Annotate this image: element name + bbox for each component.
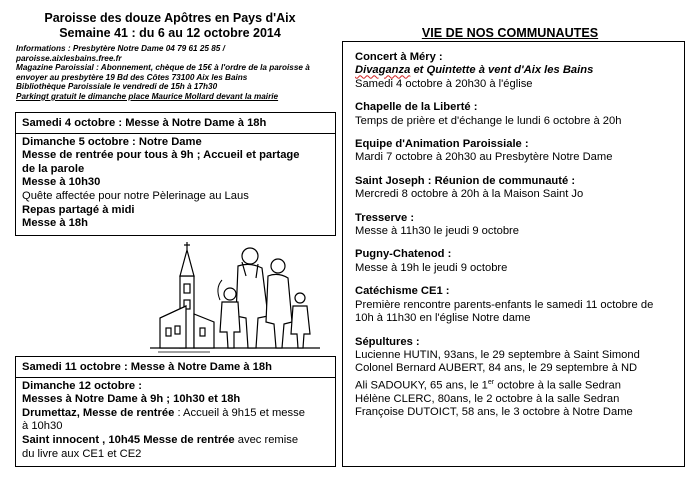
sunday-heading: Dimanche 12 octobre : — [22, 379, 142, 392]
drumettaz-detail-cont: à 10h30 — [22, 420, 63, 433]
equipe-text: Mardi 7 octobre à 20h30 au Presbytère Notre Dame — [355, 151, 613, 164]
shared-meal: Repas partagé à midi — [22, 203, 135, 216]
church-family-illustration — [150, 236, 320, 356]
rentree-mass-cont: de la parole — [22, 162, 85, 175]
burial-entry: Ali SADOUKY, 65 ans, le 1er octobre à la salle Sedran — [355, 378, 621, 392]
communities-heading: VIE DE NOS COMMUNAUTES — [421, 26, 599, 40]
pugny-text: Messe à 19h le jeudi 9 octobre — [355, 261, 508, 274]
week2-box — [15, 356, 336, 467]
info-line: Magazine Paroissial : Abonnement, chèque de 15€ à l'ordre de la paroisse à — [16, 63, 310, 73]
saint-innocent-detail: avec remise — [234, 433, 299, 446]
sepultures-title: Sépultures : — [355, 335, 420, 348]
saint-innocent-detail-cont: du livre aux CE1 et CE2 — [22, 447, 142, 460]
burial-entry: Colonel Bernard AUBERT, 84 ans, le 29 septembre à ND — [355, 362, 638, 375]
chapelle-title: Chapelle de la Liberté : — [355, 101, 478, 114]
drumettaz-detail: : Accueil à 9h15 et messe — [174, 406, 305, 419]
collection-note: Quête affectée pour notre Pèlerinage au Laus — [22, 189, 249, 202]
info-line: Parkingt gratuit le dimanche place Maurice Mollard devant la mairie — [16, 91, 279, 101]
mass-18: Messe à 18h — [22, 217, 88, 230]
info-block — [16, 44, 310, 102]
mass-1030: Messe à 10h30 — [22, 176, 101, 189]
tresserve-title: Tresserve : — [355, 211, 415, 224]
saturday-mass: Samedi 11 octobre : Messe à Notre Dame à 18h — [22, 361, 272, 373]
info-line: paroisse.aixlesbains.free.fr — [16, 53, 122, 63]
sunday-heading: Dimanche 5 octobre : Notre Dame — [22, 135, 202, 148]
catechisme-text: Première rencontre parents-enfants le samedi 11 octobre de — [355, 298, 654, 311]
catechisme-text-cont: 10h à 11h30 en l'église Notre dame — [355, 312, 531, 325]
drumettaz-heading: Drumettaz, Messe de rentrée — [22, 406, 175, 419]
saint-joseph-title: Saint Joseph : Réunion de communauté : — [355, 174, 576, 187]
communities-box — [342, 41, 685, 467]
parish-title — [20, 11, 320, 41]
sunday-masses: Messes à Notre Dame à 9h ; 10h30 et 18h — [22, 393, 241, 406]
concert-name: Divaganza — [355, 64, 411, 77]
catechisme-title: Catéchisme CE1 : — [355, 285, 450, 298]
saint-innocent-heading: Saint innocent , 10h45 Messe de rentrée — [22, 433, 235, 446]
week-line: Semaine 41 : du 6 au 12 octobre 2014 — [59, 26, 281, 40]
saturday-mass: Samedi 4 octobre : Messe à Notre Dame à 18h — [22, 117, 267, 129]
concert-title: Concert à Méry : — [355, 51, 443, 63]
tresserve-text: Messe à 11h30 le jeudi 9 octobre — [355, 225, 519, 238]
burial-entry: Hélène CLERC, 80ans, le 2 octobre à la salle Sedran — [355, 392, 620, 405]
week1-box — [15, 112, 336, 236]
info-line: Bibliothèque Paroissiale le vendredi de 15h à 17h30 — [16, 82, 218, 92]
pugny-title: Pugny-Chatenod : — [355, 248, 452, 261]
saint-joseph-text: Mercredi 8 octobre à 20h à la Maison Saint Jo — [355, 188, 584, 201]
info-line: Informations : Presbytère Notre Dame 04 79 61 25 85 / — [16, 44, 225, 53]
parish-name: Paroisse des douze Apôtres en Pays d'Aix — [44, 11, 296, 25]
concert-name-rest: et Quintette à vent d'Aix les Bains — [410, 64, 594, 77]
burial-entry: Lucienne HUTIN, 93ans, le 29 septembre à Saint Simond — [355, 348, 640, 361]
concert-date: Samedi 4 octobre à 20h30 à l'église — [355, 77, 533, 90]
chapelle-text: Temps de prière et d'échange le lundi 6 octobre à 20h — [355, 114, 622, 127]
rentree-mass: Messe de rentrée pour tous à 9h ; Accueil et partage — [22, 149, 300, 162]
info-line: envoyer au presbytère 19 Bd des Côtes 73100 Aix les Bains — [16, 72, 248, 82]
burial-entry: Françoise DUTOICT, 58 ans, le 3 octobre à Notre Dame — [355, 406, 633, 419]
equipe-title: Equipe d'Animation Paroissiale : — [355, 138, 529, 151]
